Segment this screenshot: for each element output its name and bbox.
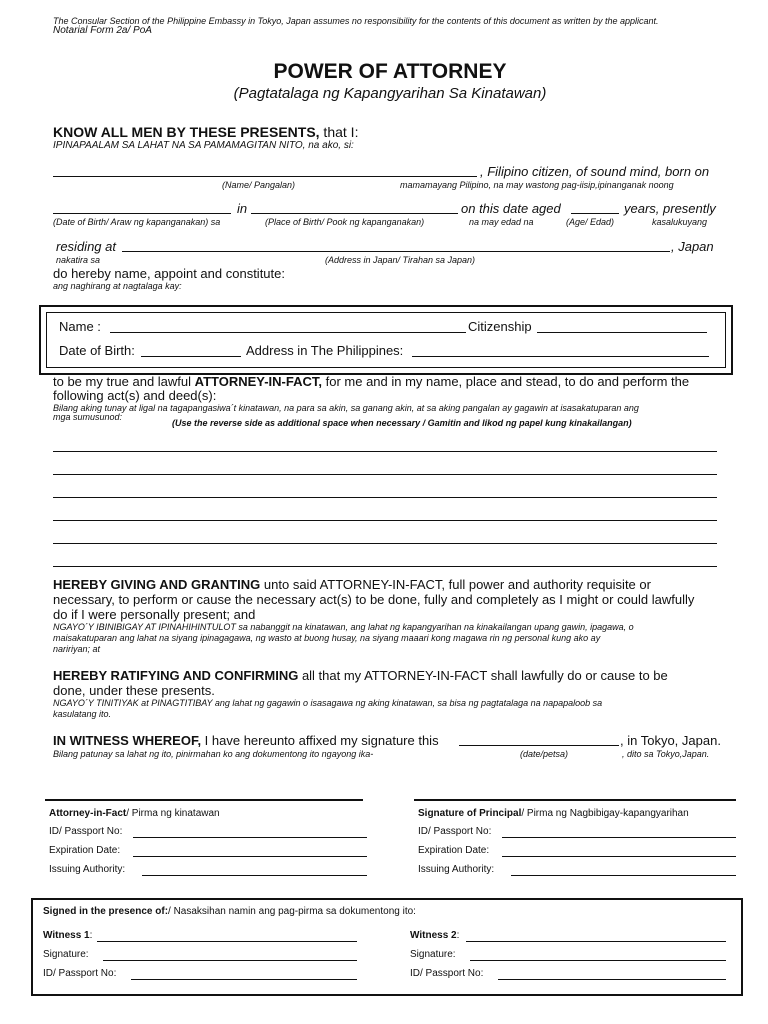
witness1-signature-field[interactable] bbox=[103, 960, 357, 961]
acts-line-field-2[interactable] bbox=[53, 474, 717, 475]
dob-label: (Date of Birth/ Araw ng kapanganakan) sa bbox=[53, 217, 221, 227]
nakatira-label: nakatira sa bbox=[56, 255, 101, 265]
granting-line-2: necessary, to perform or cause the necessary act(s) to be done, fully and completely as I might or could lawfully bbox=[53, 592, 695, 607]
attorney-details-box bbox=[39, 305, 733, 375]
acts-line-2: following act(s) and deed(s): bbox=[53, 388, 217, 403]
granting-bold: HEREBY GIVING AND GRANTING bbox=[53, 577, 261, 592]
aif-id-label: ID/ Passport No: bbox=[49, 826, 123, 837]
witness1-name-field[interactable] bbox=[97, 941, 357, 942]
granting-line-3: do if I were personally present; and bbox=[53, 607, 256, 622]
aif-signature-line[interactable] bbox=[45, 799, 363, 801]
granting-tagalog-2: maisakatuparan ang lahat na siyang ipinagagawa, ng wasto at buong husay, na siyang maaari kong magawa rin ng personal kung ako ay bbox=[53, 633, 601, 643]
form-number: Notarial Form 2a/ PoA bbox=[53, 25, 152, 36]
aif-bold: Attorney-in-Fact bbox=[49, 808, 127, 819]
pob-label: (Place of Birth/ Pook ng kapanganakan) bbox=[265, 217, 425, 227]
aif-exp-field[interactable] bbox=[133, 856, 367, 857]
principal-name-field[interactable] bbox=[53, 176, 477, 177]
age-label: (Age/ Edad) bbox=[566, 217, 615, 227]
witness1-id-field[interactable] bbox=[131, 979, 357, 980]
date-label: (date/petsa) bbox=[520, 749, 569, 759]
acts-line-field-4[interactable] bbox=[53, 520, 717, 521]
aif-exp-label: Expiration Date: bbox=[49, 845, 121, 856]
granting-tagalog-3: naririyan; at bbox=[53, 644, 101, 654]
principal-rest: / Pirma ng Nagbibigay-kapangyarihan bbox=[521, 808, 689, 819]
acts-pre: to be my true and lawful bbox=[53, 374, 195, 389]
ratifying-line-2: done, under these presents. bbox=[53, 683, 215, 698]
name-label: (Name/ Pangalan) bbox=[222, 180, 296, 190]
witness1-signature-label: Signature: bbox=[43, 949, 89, 960]
granting-line-1 bbox=[53, 577, 727, 592]
attorney-name-label: Name : bbox=[59, 319, 101, 334]
principal-signature-line[interactable] bbox=[414, 799, 736, 801]
acts-tagalog-2: mga sumusunod: bbox=[53, 412, 123, 422]
granting-rest: unto said ATTORNEY-IN-FACT, full power and authority requisite or bbox=[260, 577, 651, 592]
presence-rest: / Nasaksihan namin ang pag-pirma sa dokumentong ito: bbox=[168, 906, 416, 917]
witness2-label bbox=[410, 930, 459, 941]
ratifying-tagalog-1: NGAYO´Y TINITIYAK at PINAGTITIBAY ang lahat ng gagawin o isasagawa ng aking kinatawan, sa bisa ng pagtatalaga na napapaloob sa bbox=[53, 698, 603, 708]
japan-text: , Japan bbox=[671, 239, 714, 254]
tokyo-text: , in Tokyo, Japan. bbox=[620, 733, 721, 748]
witness2-signature-label: Signature: bbox=[410, 949, 456, 960]
witness-whereof-rest: I have hereunto affixed my signature this bbox=[201, 733, 439, 748]
witness2-id-label: ID/ Passport No: bbox=[410, 968, 484, 979]
do-hereby-text: do hereby name, appoint and constitute: bbox=[53, 266, 285, 281]
attorney-dob-label: Date of Birth: bbox=[59, 343, 135, 358]
intro-tagalog: IPINAPAALAM SA LAHAT NA SA PAMAMAGITAN NITO, na ako, si: bbox=[53, 140, 354, 151]
address-ph-field[interactable] bbox=[412, 356, 709, 357]
signature-date-field[interactable] bbox=[459, 745, 619, 746]
acts-line-field-6[interactable] bbox=[53, 566, 717, 567]
witness1-label bbox=[43, 930, 92, 941]
filipino-citizen-text: , Filipino citizen, of sound mind, born on bbox=[480, 164, 710, 179]
presence-bold: Signed in the presence of: bbox=[43, 906, 169, 917]
aif-issuing-field[interactable] bbox=[142, 875, 367, 876]
acts-line-1 bbox=[53, 374, 689, 389]
disclaimer: The Consular Section of the Philippine Embassy in Tokyo, Japan assumes no responsibility for the contents of this document as written by the applicant. bbox=[53, 16, 659, 26]
intro-heading bbox=[53, 124, 358, 140]
aif-rest: / Pirma ng kinatawan bbox=[126, 808, 220, 819]
witness2-id-field[interactable] bbox=[498, 979, 726, 980]
acts-line-field-5[interactable] bbox=[53, 543, 717, 544]
principal-exp-field[interactable] bbox=[502, 856, 736, 857]
aif-label bbox=[49, 808, 220, 819]
presence-heading bbox=[43, 906, 416, 917]
that-i: that I: bbox=[319, 124, 359, 140]
acts-line-field-1[interactable] bbox=[53, 451, 717, 452]
citizenship-label: Citizenship bbox=[468, 319, 532, 334]
address-ph-label: Address in The Philippines: bbox=[246, 343, 404, 358]
principal-bold: Signature of Principal bbox=[418, 808, 522, 819]
attorney-name-field[interactable] bbox=[110, 332, 466, 333]
witness-tagalog: Bilang patunay sa lahat ng ito, pinirmahan ko ang dokumentong ito ngayong ika- bbox=[53, 749, 374, 759]
ratifying-tagalog-2: kasulatang ito. bbox=[53, 709, 112, 719]
principal-label bbox=[418, 808, 689, 819]
filipino-tagalog: mamamayang Pilipino, na may wastong pag-iisip,ipinanganak noong bbox=[400, 180, 674, 190]
edad-label: na may edad na bbox=[469, 217, 534, 227]
years-presently-text: years, presently bbox=[624, 201, 716, 216]
principal-age-field[interactable] bbox=[571, 213, 619, 214]
acts-line-field-3[interactable] bbox=[53, 497, 717, 498]
acts-post: for me and in my name, place and stead, to do and perform the bbox=[322, 374, 690, 389]
witness2-signature-field[interactable] bbox=[470, 960, 726, 961]
page-title: POWER OF ATTORNEY bbox=[273, 60, 507, 83]
residing-at-text: residing at bbox=[56, 239, 116, 254]
principal-exp-label: Expiration Date: bbox=[418, 845, 490, 856]
tokyo-tagalog: , dito sa Tokyo,Japan. bbox=[622, 749, 710, 759]
principal-issuing-field[interactable] bbox=[511, 875, 736, 876]
witness1-colon: : bbox=[89, 930, 93, 941]
principal-id-label: ID/ Passport No: bbox=[418, 826, 492, 837]
witness2-colon: : bbox=[456, 930, 460, 941]
page-subtitle: (Pagtatalaga ng Kapangyarihan Sa Kinatawan) bbox=[233, 85, 547, 102]
principal-id-field[interactable] bbox=[502, 837, 736, 838]
principal-dob-field[interactable] bbox=[53, 213, 231, 214]
witness-whereof-line bbox=[53, 733, 439, 748]
naghirang-text: ang naghirang at nagtalaga kay: bbox=[53, 281, 182, 291]
acts-tagalog-1: Bilang aking tunay at ligal na tagapangasiwa´t kinatawan, na para sa akin, sa ganang akin, at sa aking pangalan ay gagawin at isasakatuparan ang bbox=[53, 403, 639, 413]
principal-issuing-label: Issuing Authority: bbox=[418, 864, 495, 875]
address-japan-field[interactable] bbox=[122, 251, 670, 252]
attorney-dob-field[interactable] bbox=[141, 356, 241, 357]
witness2-name-field[interactable] bbox=[466, 941, 726, 942]
ratifying-line-1 bbox=[53, 668, 668, 683]
witness2-bold: Witness 2 bbox=[410, 930, 457, 941]
address-japan-label: (Address in Japan/ Tirahan sa Japan) bbox=[325, 255, 476, 265]
aif-id-field[interactable] bbox=[133, 837, 367, 838]
ratifying-bold: HEREBY RATIFYING AND CONFIRMING bbox=[53, 668, 299, 683]
in-text: in bbox=[237, 201, 248, 216]
witness-whereof-bold: IN WITNESS WHEREOF, bbox=[53, 733, 202, 748]
witness1-bold: Witness 1 bbox=[43, 930, 90, 941]
witness1-id-label: ID/ Passport No: bbox=[43, 968, 117, 979]
on-this-date-text: on this date aged bbox=[461, 201, 561, 216]
granting-tagalog-1: NGAYO´Y IBINIBIGAY AT IPINAHIHINTULOT sa nabanggit na kinatawan, ang lahat ng kapangyarihan na kinakailangan upang gawin, ipagawa, o bbox=[53, 622, 634, 632]
attorney-in-fact-bold: ATTORNEY-IN-FACT, bbox=[194, 374, 322, 389]
know-all-men: KNOW ALL MEN BY THESE PRESENTS, bbox=[53, 124, 320, 140]
aif-issuing-label: Issuing Authority: bbox=[49, 864, 126, 875]
principal-pob-field[interactable] bbox=[251, 213, 458, 214]
ratifying-rest: all that my ATTORNEY-IN-FACT shall lawfully do or cause to be bbox=[298, 668, 668, 683]
kasalukuyang-label: kasalukuyang bbox=[652, 217, 708, 227]
citizenship-field[interactable] bbox=[537, 332, 707, 333]
reverse-side-note: (Use the reverse side as additional space when necessary / Gamitin and likod ng papel kung kinakailangan) bbox=[172, 418, 632, 428]
